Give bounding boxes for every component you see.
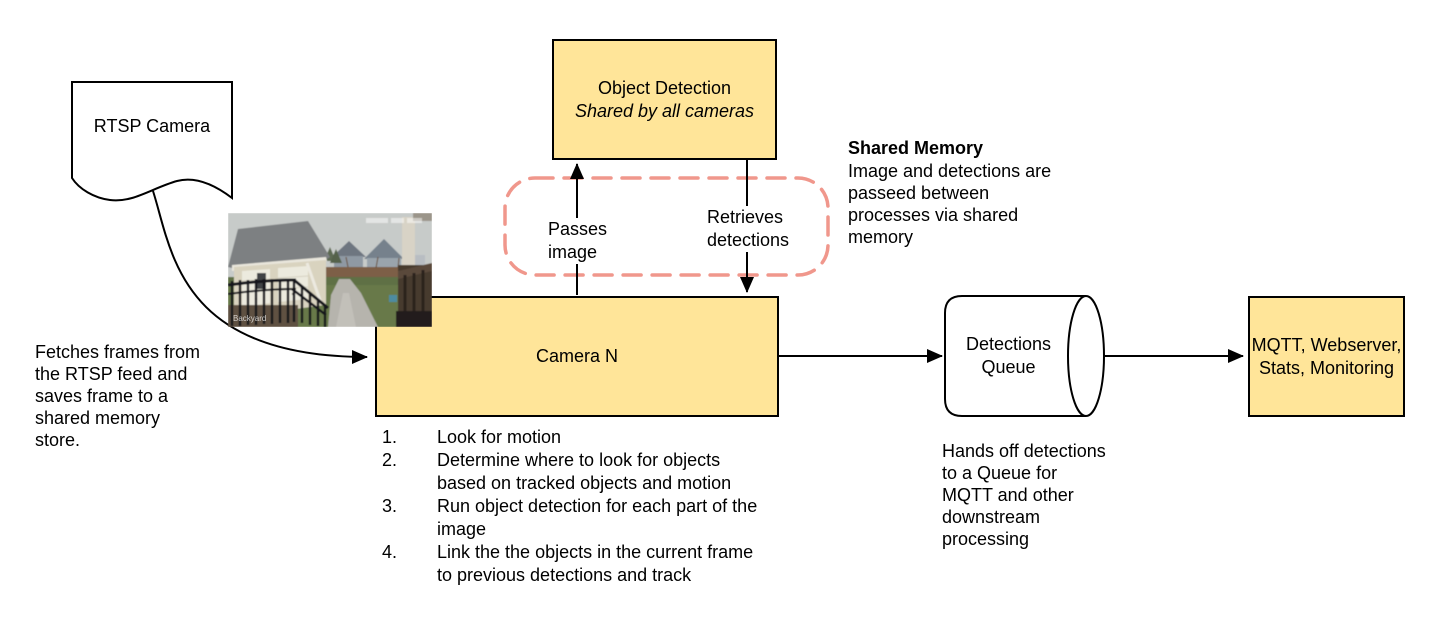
outputs-node xyxy=(1248,296,1405,417)
list-item: 3. Run object detection for each part of the image xyxy=(382,496,758,539)
passes-image-label: Passes image xyxy=(548,219,608,262)
camera-name-overlay: Backyard xyxy=(233,314,267,323)
cooler xyxy=(389,295,397,302)
outputs-label-line2: Stats, Monitoring xyxy=(1258,357,1395,378)
outputs-label-line1: MQTT, Webserver, xyxy=(1251,334,1402,355)
list-item: 2. Determine where to look for objects based on tracked objects and motion xyxy=(382,450,732,493)
camera-steps-list xyxy=(382,426,822,587)
list-item: 4. Link the the objects in the current frame to previous detections and track xyxy=(382,542,754,585)
camera-n-label: Camera N xyxy=(535,346,619,366)
list-item: 1. Look for motion xyxy=(382,427,562,447)
timestamp-overlay xyxy=(366,218,422,223)
queue-note: Hands off detections to a Queue for MQTT and other downstream processing xyxy=(942,441,1106,549)
object-detection-node xyxy=(552,39,777,160)
object-detection-subtitle: Shared by all cameras xyxy=(574,100,755,121)
rtsp-camera-shape xyxy=(72,82,232,200)
object-detection-title: Object Detection xyxy=(597,77,732,98)
shared-memory-title: Shared Memory xyxy=(848,138,984,158)
shared-memory-note: Shared Memory Image and detections are passeed between processes via shared memory xyxy=(848,137,1083,248)
retrieves-detections-label: Retrieves detections xyxy=(707,207,790,250)
rtsp-camera-label: RTSP Camera xyxy=(93,116,211,136)
camera-n-node xyxy=(375,296,779,417)
detections-queue-label: Detections Queue xyxy=(965,334,1052,377)
fetch-note: Fetches frames from the RTSP feed and saves frame to a shared memory store. xyxy=(35,342,201,450)
camera-snapshot-image xyxy=(228,213,432,327)
snapshot-scene xyxy=(228,213,432,327)
